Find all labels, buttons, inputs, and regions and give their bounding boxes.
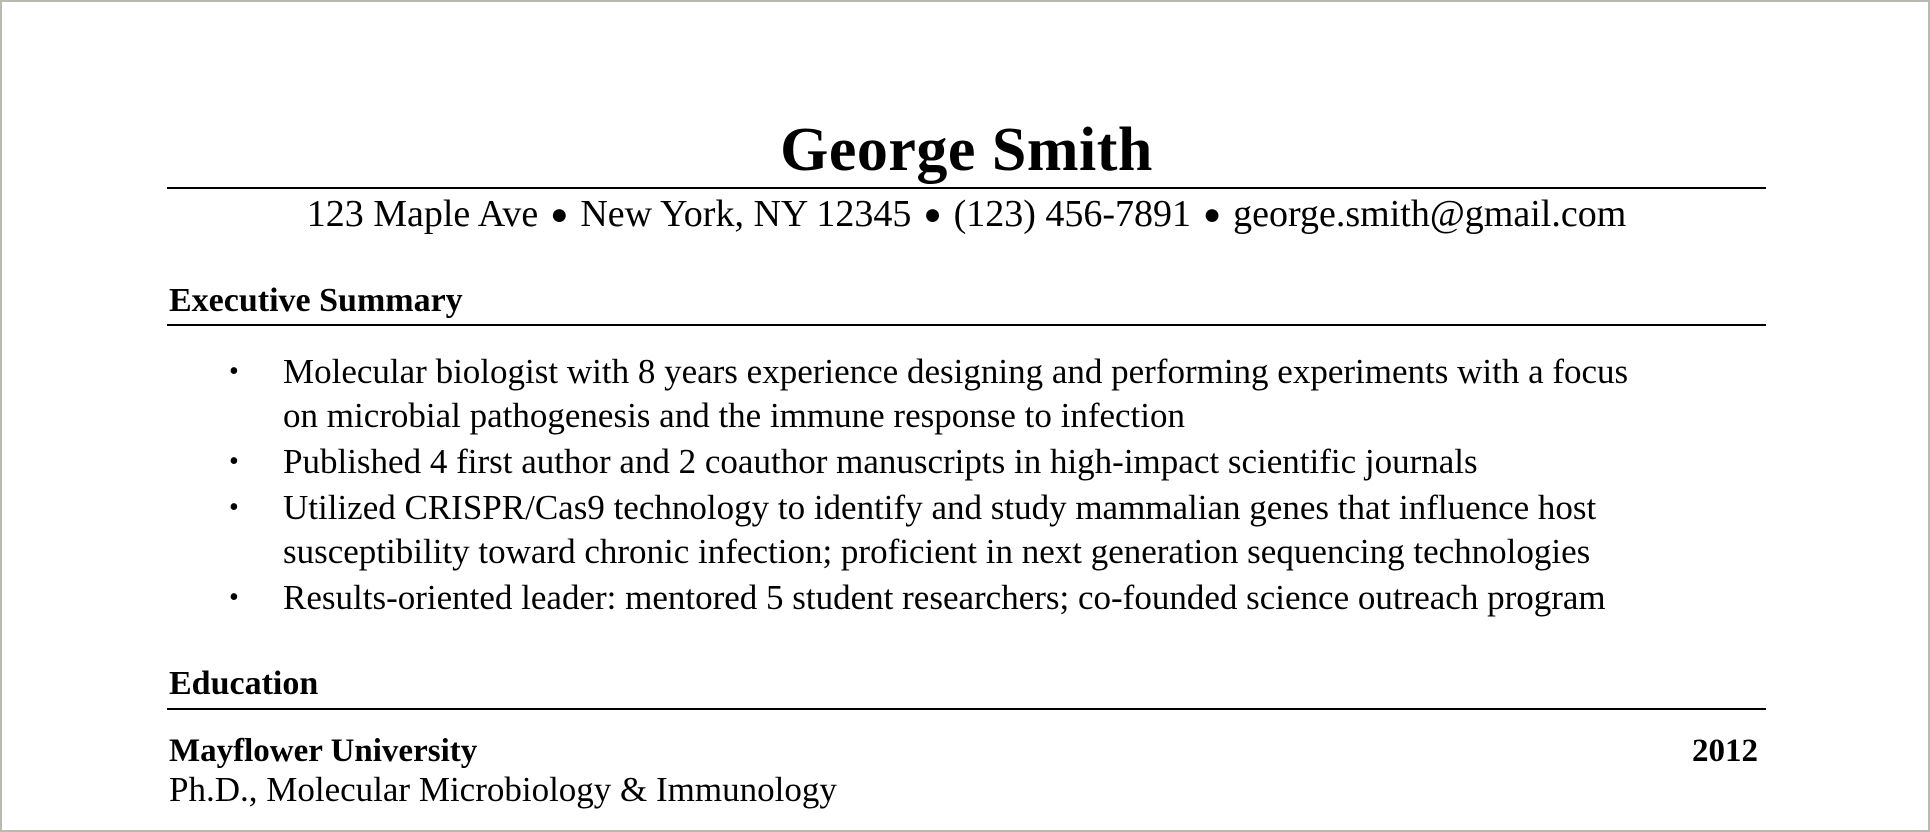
bullet-icon: • [229, 582, 239, 613]
resume-name: George Smith [780, 116, 1153, 184]
contact-line [167, 190, 1766, 239]
section-heading-education: Education [169, 665, 319, 702]
education-year: 2012 [1692, 733, 1758, 769]
list-item [167, 576, 1766, 620]
separator-dot-icon: ● [1203, 198, 1222, 231]
contact-email: george.smith@gmail.com [1233, 193, 1627, 235]
education-degree: Ph.D., Molecular Microbiology & Immunology [169, 770, 837, 809]
bullet-icon: • [229, 492, 239, 523]
list-item [167, 350, 1766, 438]
list-item [167, 440, 1766, 484]
bullet-icon: • [229, 446, 239, 477]
contact-phone: (123) 456-7891 [953, 193, 1192, 235]
separator-dot-icon: ● [923, 198, 942, 231]
section-rule [167, 708, 1766, 710]
list-item [167, 486, 1766, 574]
summary-list [167, 350, 1766, 622]
list-item-text: Published 4 first author and 2 coauthor manuscripts in high-impact scientific journals [283, 442, 1478, 481]
contact-address: 123 Maple Ave [306, 193, 539, 235]
list-item-text: Results-oriented leader: mentored 5 student researchers; co-founded science outreach program [283, 578, 1606, 617]
list-item-text: Utilized CRISPR/Cas9 technology to identify and study mammalian genes that influence host [283, 488, 1597, 527]
section-rule [167, 324, 1766, 326]
education-school: Mayflower University [169, 733, 478, 769]
contact-city: New York, NY 12345 [580, 193, 912, 235]
header-rule [167, 187, 1766, 189]
list-item-text: on microbial pathogenesis and the immune response to infection [283, 396, 1186, 435]
list-item-text: susceptibility toward chronic infection; proficient in next generation sequencing technologies [283, 532, 1591, 571]
bullet-icon: • [229, 356, 239, 387]
section-heading-executive-summary: Executive Summary [169, 282, 463, 319]
list-item-text: Molecular biologist with 8 years experience designing and performing experiments with a focus [283, 352, 1629, 391]
separator-dot-icon: ● [550, 198, 569, 231]
